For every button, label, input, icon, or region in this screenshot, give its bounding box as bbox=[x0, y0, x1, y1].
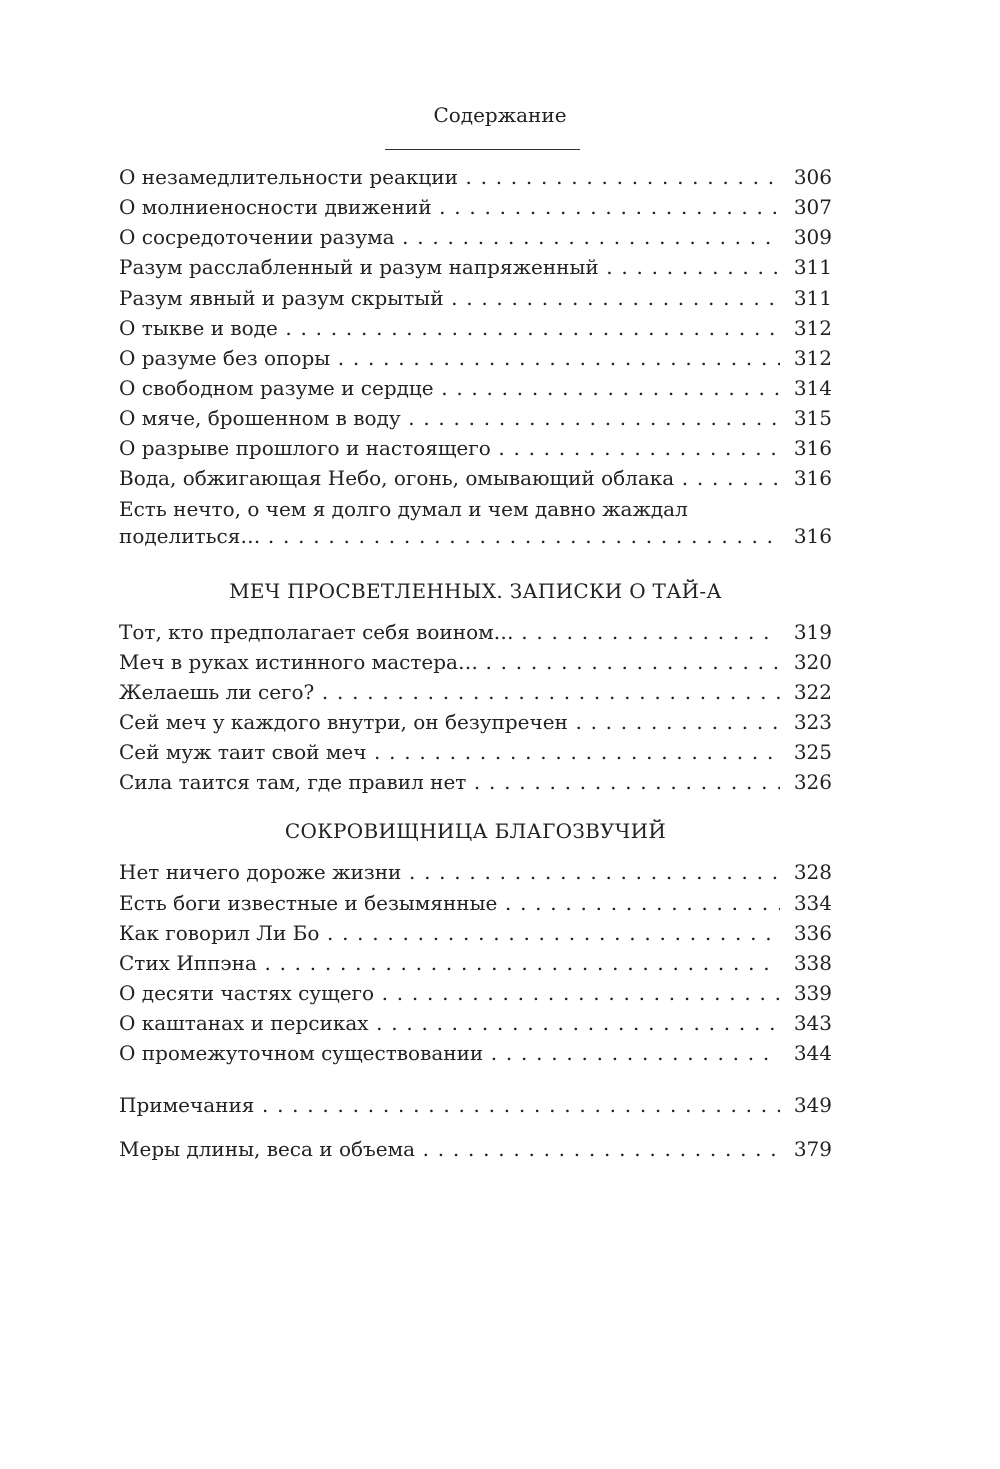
toc-entry-title-line2: поделиться… . . . bbox=[119, 521, 780, 551]
toc-entry-page: 326 bbox=[793, 770, 832, 795]
toc-entry-title: Желаешь ли сего? . . . bbox=[119, 677, 780, 707]
toc-entry-title: Примечания . . . bbox=[119, 1090, 780, 1120]
toc-entry[interactable] bbox=[119, 647, 832, 677]
toc-entry-page: 315 bbox=[793, 406, 832, 431]
toc-entry[interactable] bbox=[119, 222, 832, 252]
toc-entry[interactable] bbox=[119, 162, 832, 192]
toc-section-treasury bbox=[119, 857, 832, 1068]
toc-entry-page: 311 bbox=[793, 255, 832, 280]
toc-entry-page: 309 bbox=[793, 225, 832, 250]
toc-entry-page: 325 bbox=[793, 740, 832, 765]
toc-entry-page: 336 bbox=[793, 920, 832, 945]
toc-entry-title: Есть боги известные и безымянные . . . bbox=[119, 888, 780, 918]
toc-entry-title: О мяче, брошенном в воду . . . bbox=[119, 403, 780, 433]
toc-entry-page: 322 bbox=[793, 679, 832, 704]
toc-entry[interactable] bbox=[119, 918, 832, 948]
toc-entry[interactable] bbox=[119, 343, 832, 373]
section-heading: МЕЧ ПРОСВЕТЛЕННЫХ. ЗАПИСКИ О ТАЙ-А bbox=[229, 578, 722, 603]
toc-entry-page: 312 bbox=[793, 315, 832, 340]
toc-entry-page: 314 bbox=[793, 375, 832, 400]
toc-entry-page: 344 bbox=[793, 1041, 832, 1066]
toc-entry[interactable] bbox=[119, 252, 832, 282]
toc-entry[interactable] bbox=[119, 403, 832, 433]
toc-entry[interactable] bbox=[119, 767, 832, 797]
toc-entry-page: 338 bbox=[793, 950, 832, 975]
toc-entry-title: Вода, обжигающая Небо, огонь, омывающий облака . . . bbox=[119, 463, 780, 493]
page-title: Содержание bbox=[433, 103, 567, 127]
toc-entry-title: Меры длины, веса и объема . . . bbox=[119, 1134, 780, 1164]
table-of-contents bbox=[119, 162, 832, 1178]
section-heading: СОКРОВИЩНИЦА БЛАГОЗВУЧИЙ bbox=[284, 819, 667, 844]
toc-entry-notes[interactable] bbox=[119, 1090, 832, 1134]
toc-entry-page: 316 bbox=[793, 436, 832, 461]
toc-appendix bbox=[119, 1090, 832, 1178]
toc-entry-page: 312 bbox=[793, 345, 832, 370]
toc-entry-title: О десяти частях сущего . . . bbox=[119, 978, 780, 1008]
toc-entry-title: О сосредоточении разума . . . bbox=[119, 222, 780, 252]
toc-entry[interactable] bbox=[119, 737, 832, 767]
toc-entry-page: 319 bbox=[793, 619, 832, 644]
toc-entry-title: О молниеносности движений . . . bbox=[119, 192, 780, 222]
toc-entry-title: Сей меч у каждого внутри, он безупречен . . . bbox=[119, 707, 780, 737]
toc-entry[interactable] bbox=[119, 978, 832, 1008]
toc-entry-page: 320 bbox=[793, 649, 832, 674]
toc-entry[interactable] bbox=[119, 313, 832, 343]
toc-entry-multiline[interactable] bbox=[119, 494, 832, 551]
toc-entry-page: 334 bbox=[793, 890, 832, 915]
toc-entry[interactable] bbox=[119, 283, 832, 313]
toc-entry-page: 316 bbox=[793, 466, 832, 491]
toc-entry-title: Сила таится там, где правил нет . . . bbox=[119, 767, 780, 797]
toc-entry-page: 311 bbox=[793, 285, 832, 310]
toc-entry-page: 343 bbox=[793, 1011, 832, 1036]
toc-entry[interactable] bbox=[119, 1038, 832, 1068]
toc-entry[interactable] bbox=[119, 707, 832, 737]
toc-entry-measures[interactable] bbox=[119, 1134, 832, 1178]
toc-entry[interactable] bbox=[119, 463, 832, 493]
toc-entry[interactable] bbox=[119, 677, 832, 707]
toc-entry-page: 349 bbox=[793, 1093, 832, 1118]
toc-entry[interactable] bbox=[119, 948, 832, 978]
toc-entry[interactable] bbox=[119, 888, 832, 918]
toc-entry-page: 316 bbox=[793, 523, 832, 548]
toc-entry-title: Тот, кто предполагает себя воином… . . . bbox=[119, 617, 780, 647]
toc-entry-title: О каштанах и персиках . . . bbox=[119, 1008, 780, 1038]
toc-entry-title: Меч в руках истинного мастера… . . . bbox=[119, 647, 780, 677]
toc-entry[interactable] bbox=[119, 617, 832, 647]
toc-entry-title: О разуме без опоры . . . bbox=[119, 343, 780, 373]
toc-entry[interactable] bbox=[119, 857, 832, 887]
toc-entry-title: О разрыве прошлого и настоящего . . . bbox=[119, 433, 780, 463]
toc-entry-title: Разум расслабленный и разум напряженный . . . bbox=[119, 252, 780, 282]
toc-group-continued bbox=[119, 162, 832, 551]
toc-entry-title: О тыкве и воде . . . bbox=[119, 313, 780, 343]
toc-entry-page: 307 bbox=[793, 195, 832, 220]
toc-entry-title: Разум явный и разум скрытый . . . bbox=[119, 283, 780, 313]
toc-entry-title: Как говорил Ли Бо . . . bbox=[119, 918, 780, 948]
toc-entry-title: О свободном разуме и сердце . . . bbox=[119, 373, 780, 403]
toc-section-sword bbox=[119, 617, 832, 798]
toc-entry[interactable] bbox=[119, 433, 832, 463]
toc-entry-title: Стих Иппэна . . . bbox=[119, 948, 780, 978]
toc-entry-title: Нет ничего дороже жизни . . . bbox=[119, 857, 780, 887]
toc-entry-page: 323 bbox=[793, 709, 832, 734]
toc-entry-title: О незамедлительности реакции . . . bbox=[119, 162, 780, 192]
toc-entry[interactable] bbox=[119, 373, 832, 403]
title-divider bbox=[385, 149, 580, 150]
toc-entry-page: 339 bbox=[793, 980, 832, 1005]
toc-entry-page: 379 bbox=[793, 1137, 832, 1162]
toc-entry-page: 306 bbox=[793, 165, 832, 189]
toc-entry-page: 328 bbox=[793, 860, 832, 885]
toc-entry-title: Сей муж таит свой меч . . . bbox=[119, 737, 780, 767]
toc-entry[interactable] bbox=[119, 192, 832, 222]
toc-entry-title-line1: Есть нечто, о чем я долго думал и чем давно жаждал bbox=[119, 496, 688, 521]
toc-entry-title: О промежуточном существовании . . . bbox=[119, 1038, 780, 1068]
toc-entry[interactable] bbox=[119, 1008, 832, 1038]
